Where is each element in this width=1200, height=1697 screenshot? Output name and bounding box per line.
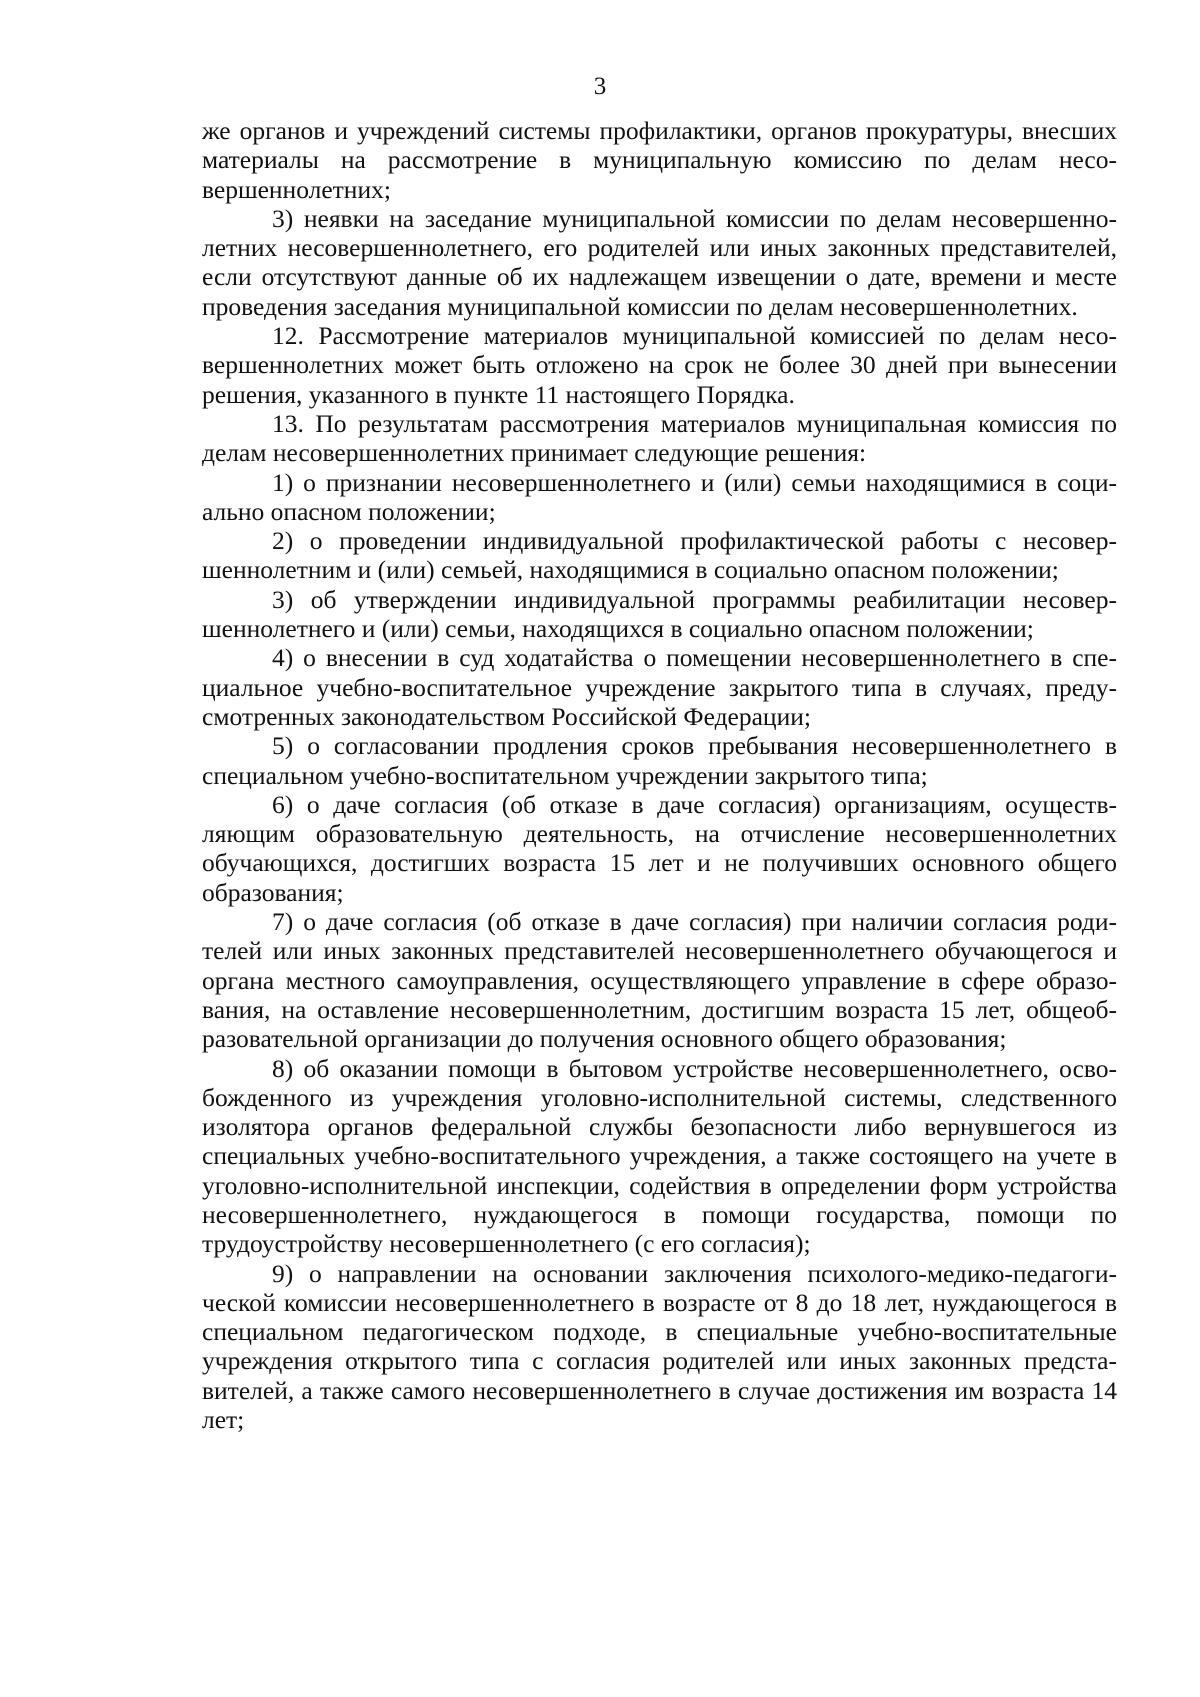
list-item-2: 2) о проведении индивидуальной профилактической работы с несовершеннолетним и (или) семьей, находящимися в социально опасном положении; [202,526,1117,585]
paragraph-13: 13. По результатам рассмотрения материалов муниципальная комиссия по делам несовершеннолетних принимает следующие решения: [202,408,1117,468]
page-number: 3 [593,73,607,100]
paragraph-item-3-absence: 3) неявки на заседание муниципальной комиссии по делам несовершеннолетних несовершеннолетнего, его родителей или иных законных представителей, если отсутствуют данные об их надлежащем извещении о дате, времени и месте проведения заседания муниципальной комиссии по делам несовершеннолетних. [202,203,1117,321]
paragraph-12: 12. Рассмотрение материалов муниципальной комиссией по делам несовершеннолетних может быть отложено на срок не более 30 дней при вынесении решения, указанного в пункте 11 настоящего Порядка. [202,321,1117,409]
document-body [202,116,1117,1434]
paragraph-continuation: же органов и учреждений системы профилактики, органов прокуратуры, внесших материалы на рассмотрение в муниципальную комиссию по делам несовершеннолетних; [202,116,1117,204]
list-item-4: 4) о внесении в суд ходатайства о помещении несовершеннолетнего в специальное учебно-воспитательное учреждение закрытого типа в случаях, предусмотренных законодательством Российской Федерации; [202,643,1117,731]
list-item-1: 1) о признании несовершеннолетнего и (или) семьи находящимися в социально опасном положении; [202,467,1117,526]
list-item-8: 8) об оказании помощи в бытовом устройстве несовершеннолетнего, освобожденного из учреждения уголовно-исполнительной системы, следственного изолятора органов федеральной службы безопасности либо вернувшегося из специальных учебно-воспитательного учреждения, а также состоящего на учете в уголовно-исполнительной инспекции, содействия в определении форм устройства несовершеннолетнего, нуждающегося в помощи государства, помощи по трудоустройству несовершеннолетнего (с его согласия); [202,1053,1117,1259]
list-item-3: 3) об утверждении индивидуальной программы реабилитации несовершеннолетнего и (или) семьи, находящихся в социально опасном положении; [202,584,1117,644]
list-item-7: 7) о даче согласия (об отказе в даче согласия) при наличии согласия родителей или иных законных представителей несовершеннолетнего обучающегося и органа местного самоуправления, осуществляющего управление в сфере образования, на оставление несовершеннолетним, достигшим возраста 15 лет, общеобразовательной организации до получения основного общего образования; [202,907,1117,1054]
list-item-9: 9) о направлении на основании заключения психолого-медико-педагогической комиссии несовершеннолетнего в возрасте от 8 до 18 лет, нуждающегося в специальном педагогическом подходе, в специальные учебно-воспитательные учреждения открытого типа с согласия родителей или иных законных представителей, а также самого несовершеннолетнего в случае достижения им возраста 14 лет; [202,1258,1117,1435]
list-item-6: 6) о даче согласия (об отказе в даче согласия) организациям, осуществляющим образовательную деятельность, на отчисление несовершеннолетних обучающихся, достигших возраста 15 лет и не получивших основного общего образования; [202,789,1117,907]
list-item-5: 5) о согласовании продления сроков пребывания несовершеннолетнего в специальном учебно-воспитательном учреждении закрытого типа; [202,731,1117,790]
